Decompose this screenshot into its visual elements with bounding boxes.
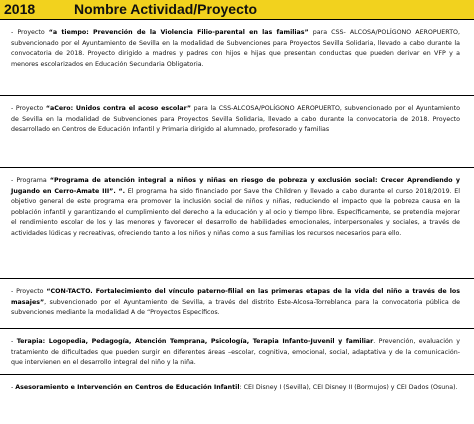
activity-row-6 (0, 374, 474, 424)
activity-title: “CON-TACTO. Fortalecimiento del vínculo paterno-filial en las primeras etapas de la vida del niño a través de los masajes” (11, 288, 460, 306)
activity-row-4 (0, 278, 474, 328)
row-lead: - (11, 384, 16, 391)
activity-title: Terapia: Logopedia, Pedagogía, Atención Temprana, Psicología, Terapia Infanto-Juvenil y familiar (16, 338, 374, 345)
activity-row-3 (0, 167, 474, 278)
activity-row-2 (0, 95, 474, 167)
activity-row-5 (0, 328, 474, 374)
activity-title: “Programa de atención integral a niños y niñas en riesgo de pobreza y exclusión social: Crecer Aprendiendo y Jugando en Cerro-Amate III”. “. (11, 177, 461, 195)
activity-row-1 (0, 19, 474, 95)
activity-description: para CSS- ALCOSA/POLÍGONO AEROPUERTO, subvencionado por el Ayuntamiento de Sevilla en la modalidad de Subvenciones para Proyectos Sevilla Solidaria, llevado a cabo durante la convocatoria de 2018. Proyecto dirigido a madres y padres con hijos e hijas que presentan conductas que pueden derivar en VFP y a menores escolarizados en Educación Secundaria Obligatoria. (11, 29, 460, 68)
activity-title: Asesoramiento e Intervención en Centros de Educación Infantil (15, 384, 240, 391)
activity-description: El programa ha sido financiado por Save the Children y llevado a cabo durante el curso 2018/2019. El objetivo general de este programa era promover la inclusión social de niños y niñas, reduciendo el impacto que la pobreza causa en la población infantil y garantizando el cumplimiento del derecho a la educación y al ocio y tiempo libre. Específicamente, se pretendía mejorar el rendimiento escolar de los y las menores y favorecer el desarrollo de habilidades emocionales, interpersonales y sociales, a través de actividades lúdicas y recreativas, ofreciendo tanto a los niños y niñas como a sus familias los recursos necesarios para ello. (11, 187, 460, 237)
activity-description: para la CSS-ALCOSA/POLÍGONO AEROPUERTO, subvencionado por el Ayuntamiento de Sevilla en la modalidad de Subvenciones para Proyectos Sevilla Solidaria, llevado a cabo durante la convocatoria de 2018. Proyecto desarrollado en Centros de Educación Infantil y Primaria dirigido al alumnado, profesorado y familias (11, 105, 460, 134)
row-lead: - Proyecto (11, 29, 49, 36)
header-year: 2018 (4, 1, 36, 17)
activity-title: “a tiempo: Prevención de la Violencia Filio-parental en las familias” (48, 29, 309, 36)
activity-description: : CEI Disney I (Sevilla), CEI Disney II (Bormujos) y CEI Dados (Osuna). (239, 384, 458, 391)
row-lead: - (11, 338, 17, 345)
activity-title: “aCero: Unidos contra el acoso escolar” (45, 105, 191, 112)
header-title: Nombre Actividad/Proyecto (74, 1, 258, 17)
row-lead: - Proyecto (11, 288, 47, 295)
row-lead: - Programa (11, 177, 50, 184)
table-header (0, 0, 474, 19)
activity-description: , subvencionado por el Ayuntamiento de Sevilla, a través del distrito Este-Alcosa-Torreblanca para la convocatoria pública de subvenciones mediante la modalidad A de “Proyectos Específicos. (11, 298, 460, 317)
activity-description: . Prevención, evaluación y tratamiento de dificultades que pueden surgir en diferentes áreas –escolar, cognitiva, emocional, social, adaptativa y de la comunicación- que intervienen en el desarrollo integral del niño y la niña. (11, 338, 460, 367)
row-lead: - Proyecto (11, 105, 46, 112)
